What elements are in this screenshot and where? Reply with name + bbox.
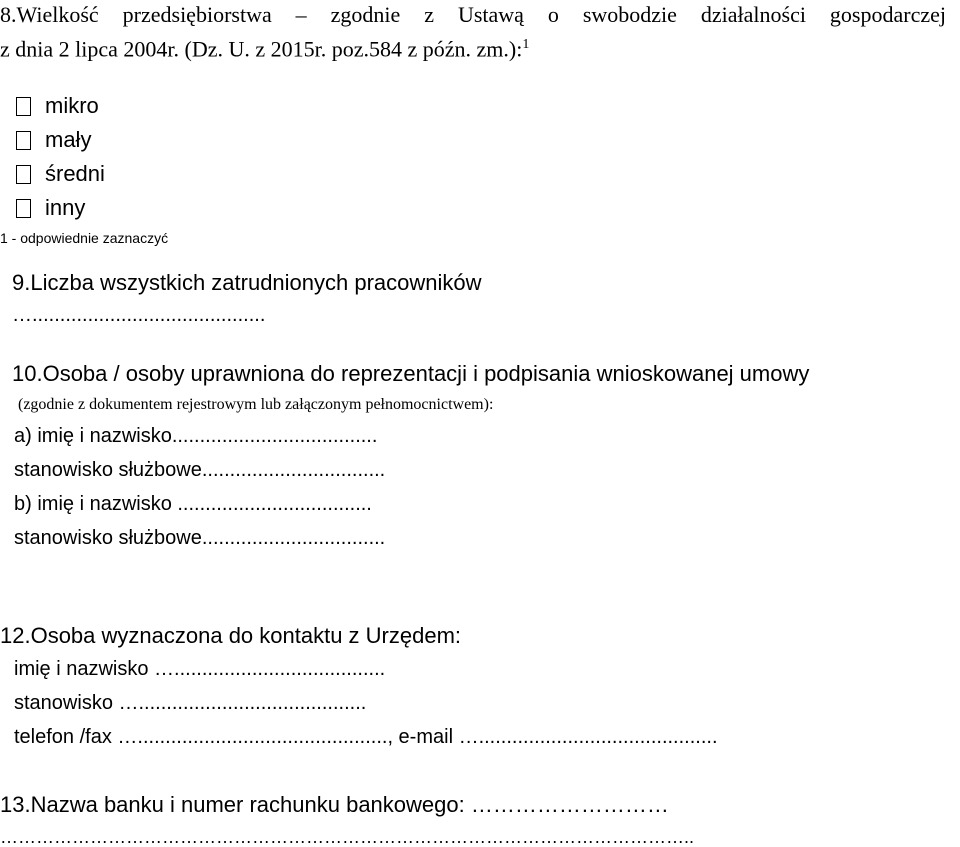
- checkbox[interactable]: [16, 165, 31, 184]
- section9-fill-line: …..........................................: [12, 304, 266, 326]
- checkbox[interactable]: [16, 199, 31, 218]
- option-label: inny: [45, 195, 86, 220]
- heading-word: przedsiębiorstwa: [122, 2, 272, 27]
- section8-heading-line2: [0, 38, 529, 60]
- heading-word: o: [547, 2, 559, 27]
- option-label: średni: [45, 161, 105, 186]
- section10-note: (zgodnie z dokumentem rejestrowym lub załączonym pełnomocnictwem):: [18, 396, 494, 413]
- legal-reference: z dnia 2 lipca 2004r. (Dz. U. z 2015r. poz.584 z późn. zm.):: [0, 36, 523, 62]
- rep-b-name: b) imię i nazwisko ...................................: [14, 493, 372, 515]
- option-label: mikro: [45, 93, 99, 118]
- contact-name: imię i nazwisko …......................................: [14, 658, 386, 680]
- contact-position: stanowisko ….........................................: [14, 692, 367, 714]
- section13-fill-line: ……………………………………………………………………………………………………..: [0, 827, 695, 847]
- footnote-marker: 1: [522, 37, 530, 52]
- section10-title: 10.Osoba / osoby uprawniona do reprezentacji i podpisania wnioskowanej umowy: [12, 361, 810, 386]
- option-maly[interactable]: [16, 129, 91, 151]
- heading-word: Ustawą: [457, 2, 524, 27]
- checkbox[interactable]: [16, 97, 31, 116]
- rep-b-position: stanowisko służbowe.................................: [14, 527, 386, 549]
- section8-heading-line1: [0, 4, 946, 26]
- heading-word: 8.Wielkość: [0, 2, 99, 27]
- heading-word: z: [424, 2, 434, 27]
- rep-a-name: a) imię i nazwisko.....................................: [14, 425, 378, 447]
- checkbox[interactable]: [16, 131, 31, 150]
- heading-word: swobodzie: [582, 2, 677, 27]
- footnote: 1 - odpowiednie zaznaczyć: [0, 230, 169, 246]
- section13-title: 13.Nazwa banku i numer rachunku bankowego: ………………………: [0, 792, 669, 817]
- heading-word: –: [295, 2, 307, 27]
- heading-word: gospodarczej: [829, 2, 946, 27]
- option-inny[interactable]: [16, 197, 85, 219]
- option-mikro[interactable]: [16, 95, 99, 117]
- contact-phone-email: telefon /fax …............................................., e-mail …...........................................: [14, 726, 718, 748]
- option-label: mały: [45, 127, 92, 152]
- heading-word: zgodnie: [330, 2, 401, 27]
- heading-word: działalności: [700, 2, 806, 27]
- option-sredni[interactable]: [16, 163, 105, 185]
- section12-title: 12.Osoba wyznaczona do kontaktu z Urzędem:: [0, 623, 462, 648]
- section9-title: 9.Liczba wszystkich zatrudnionych pracowników: [12, 270, 482, 295]
- rep-a-position: stanowisko służbowe.................................: [14, 459, 386, 481]
